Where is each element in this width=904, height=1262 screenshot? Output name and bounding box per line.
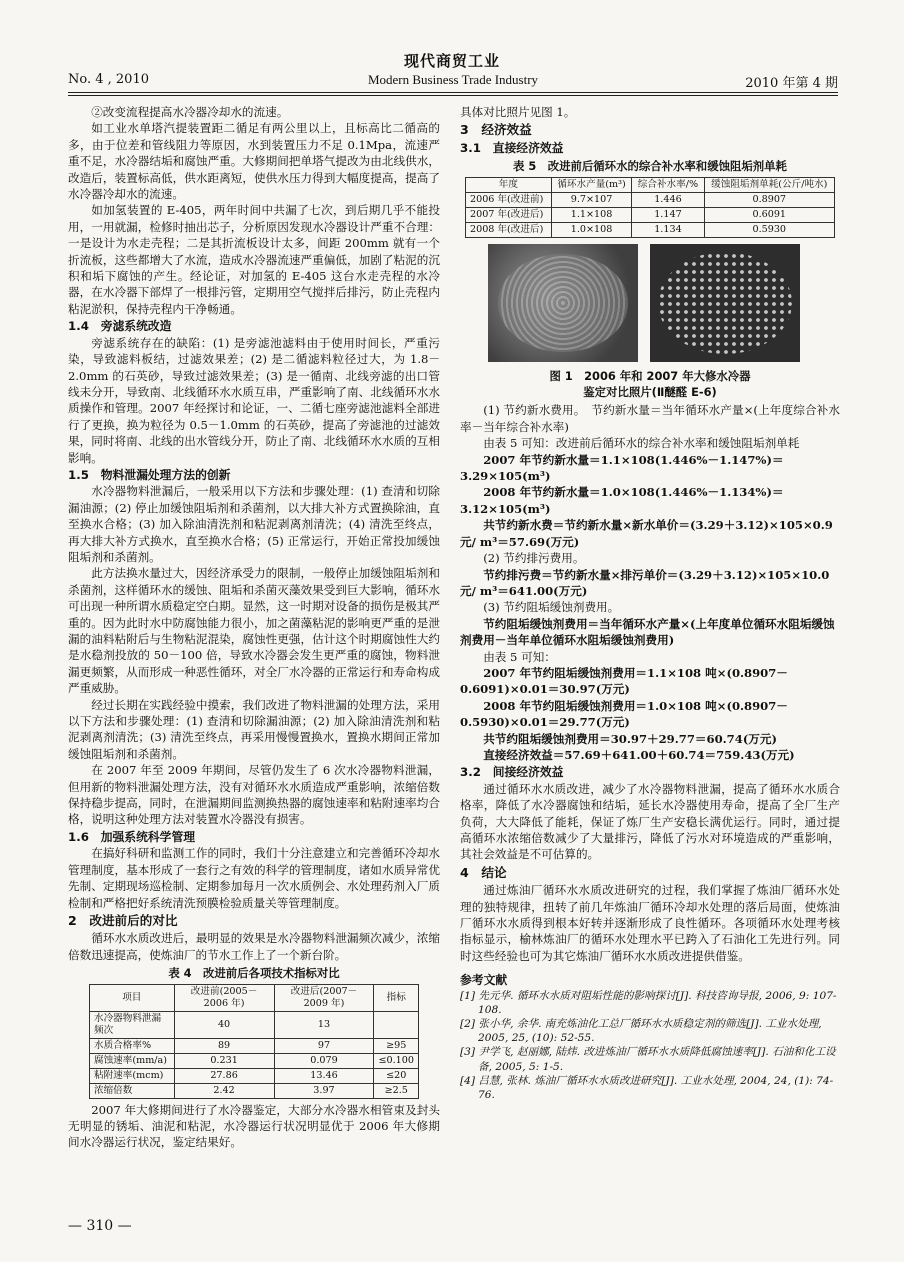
table-header-cell: 综合补水率/% xyxy=(632,177,704,192)
left-column xyxy=(68,104,440,1151)
table-header-cell: 改进后(2007－2009 年) xyxy=(274,984,374,1011)
table-cell: 0.6091 xyxy=(704,207,834,222)
section-heading-1-4: 1.4 旁滤系统改造 xyxy=(68,319,172,334)
table-row xyxy=(90,1011,419,1038)
table-header-cell: 改进前(2005－2006 年) xyxy=(174,984,274,1011)
table-cell: 1.147 xyxy=(632,207,704,222)
equation: 共节约新水费＝节约新水量×新水单价＝(3.29＋3.12)×105×0.9 元/ m³＝57.69(万元) xyxy=(460,518,833,549)
paragraph: 在 2007 年至 2009 年期间，尽管仍发生了 6 次水冷器物料泄漏，但用新的物料泄漏处理方法，没有对循环水水质造成严重影响，浓缩倍数保持稳步提高，同时，在泄漏期间监测换热器的腐蚀速率和粘附速率均合格，说明这种处理方法对装置水冷器没有损害。 xyxy=(68,763,440,827)
running-header xyxy=(68,72,838,90)
issue-number-cn: 2010 年第 4 期 xyxy=(745,76,838,91)
table-cell: 27.86 xyxy=(174,1068,274,1083)
reference-item: [3] 尹学飞, 赵丽娜, 陆炜. 改进炼油厂循环水水质降低腐蚀速率[J]. 石油和化工设备, 2005, 5: 1-5. xyxy=(460,1046,836,1073)
table-cell: 40 xyxy=(174,1011,274,1038)
table-cell: 浓缩倍数 xyxy=(90,1083,175,1098)
table-cell: 1.134 xyxy=(632,222,704,237)
paragraph: 具体对比照片见图 1。 xyxy=(460,105,576,119)
section-heading-3-2: 3.2 间接经济效益 xyxy=(460,765,564,780)
references-title: 参考文献 xyxy=(460,973,508,988)
issue-number: No. 4 , 2010 xyxy=(68,72,149,87)
figure-1-photos xyxy=(460,244,840,364)
paragraph: 由表 5 可知： xyxy=(483,649,556,664)
section-heading-3-1: 3.1 直接经济效益 xyxy=(460,140,564,155)
table-cell: 2006 年(改进前) xyxy=(466,192,552,207)
equation: 2007 年节约新水量＝1.1×108(1.446%－1.147%)＝3.29×105(m³) xyxy=(460,452,784,484)
equation: 2007 年节约阻垢缓蚀剂费用＝1.1×108 吨×(0.8907－0.6091)×0.01＝30.97(万元) xyxy=(460,665,788,697)
section-heading-1-6: 1.6 加强系统科学管理 xyxy=(68,829,196,844)
table-cell: 97 xyxy=(274,1038,374,1053)
paragraph: 由表 5 可知：改进前后循环水的综合补水率和缓蚀阻垢剂单耗 xyxy=(483,436,800,451)
table-row xyxy=(90,1053,419,1068)
reference-item: [4] 吕慧, 张林. 炼油厂循环水水质改进研究[J]. 工业水处理, 2004, 24, (1): 74-76. xyxy=(460,1074,834,1102)
section-heading-4: 4 结论 xyxy=(460,864,507,880)
table-5-caption: 表 5 改进前后循环水的综合补水率和缓蚀阻垢剂单耗 xyxy=(513,159,787,174)
paragraph: ②改变流程提高水冷器冷却水的流速。 xyxy=(91,105,289,119)
equation: 2008 年节约新水量＝1.0×108(1.446%－1.134%)＝3.12×105(m³) xyxy=(460,485,784,516)
table-header-row xyxy=(90,984,419,1011)
paragraph: 旁滤系统存在的缺陷：(1) 是旁滤池滤料由于使用时间长，严重污染，导致滤料板结，过滤效果差；(2) 是二循滤料粒径过大，为 1.8－2.0mm 的石英砂，导致过滤效果差；(3) 是一循南、北线旁滤的出口管线未分开，导致南、北线循环水水质互串，严重影响了南、北线循环水水质操作和管理。2007 年经探讨和论证，一、二循七座旁滤池滤料全部进行了更换，换为粒径为 0.5－1.0mm 的石英砂，提高了旁滤池的过滤效果，同时将南、北线的出水管线分开，防止了南、北线循环水水质的互相影响。 xyxy=(68,335,440,465)
paragraph: 2007 年大修期间进行了水冷器鉴定，大部分水冷器水相管束及封头无明显的锈垢、油泥和粘泥，水冷器运行状况明显优于 2006 年大修期间水冷器运行状况，鉴定结果好。 xyxy=(68,1102,440,1150)
table-cell: 2008 年(改进后) xyxy=(466,222,552,237)
equation: 节约排污费＝节约新水量×排污单价＝(3.29＋3.12)×105×10.0 元/ m³＝641.00(万元) xyxy=(460,567,830,598)
paragraph: 在搞好科研和监测工作的同时，我们十分注意建立和完善循环冷却水管理制度，基本形成了一套行之有效的科学的管理制度，诸如水质异常优先制、定期现场巡检制、定期参加每月一次水质例会、水处理药剂入厂质检制和严格把好系统清洗预膜检验质量关等管理制度。 xyxy=(68,846,440,910)
table-cell: 1.1×108 xyxy=(551,207,632,222)
paragraph: 如加氢装置的 E-405，两年时间中共漏了七次，到后期几乎不能投用，一用就漏，检修时抽出芯子，分析原因发现水冷器设计严重不合理：一是设计为水走壳程；二是其折流板设计太多，间距 200mm 就有一个折流板，这些都增大了水流，造成水冷器流速严重偏低，加剧了粘泥的沉积和垢下腐蚀的产生。经论证，对加氢的 E-405 这台水走壳程的水冷器，在水冷器下部焊了一根排污管，定期用空气搅拌后排污，防止壳程内粘泥淤积，保持壳程内干净畅通。 xyxy=(68,203,440,316)
table-cell: 腐蚀速率(mm/a) xyxy=(90,1053,175,1068)
table-row xyxy=(466,222,835,237)
table-cell: 89 xyxy=(174,1038,274,1053)
table-cell: ≤0.100 xyxy=(374,1053,419,1068)
table-cell: ≥95 xyxy=(374,1038,419,1053)
journal-name-en: Modern Business Trade Industry xyxy=(367,72,539,87)
table-row xyxy=(90,1068,419,1083)
paragraph: 此方法换水量过大，因经济承受力的限制，一般停止加缓蚀阻垢剂和杀菌剂，这样循环水的缓蚀、阻垢和杀菌灭藻效果受到巨大影响，循环水可出现一种所谓水质稳定空白期。显然，这一时期对设备的损伤是极其严重的。因为此时水中防腐蚀能力很小，加之菌藻粘泥的影响更严重的是泄漏的油料粘附后与生物粘泥混染，腐蚀性更强，估计这个时期腐蚀性大约是水稳剂投放的 50－100 倍，导致水冷器会发生更严重的腐蚀，物料泄漏更频繁，从而形成一种恶性循环，对全厂水冷器的正常运行和寿命构成严重威胁。 xyxy=(68,566,440,696)
table-header-cell: 项目 xyxy=(90,984,175,1011)
paragraph: (2) 节约排污费用。 xyxy=(483,551,585,566)
table-cell: 0.079 xyxy=(274,1053,374,1068)
paragraph: 水冷器物料泄漏后，一般采用以下方法和步骤处理：(1) 查清和切除漏油源；(2) 停止加缓蚀阻垢剂和杀菌剂，以大排大补方式置换除油，直至换水合格；(3) 加入除油清洗剂和粘泥剥离剂清洗；(4) 清洗至终点，再大排大补方式换水，直至换水合格；(5) 正常运行，开始正常投加缓蚀阻垢剂和杀菌剂。 xyxy=(68,484,440,564)
paragraph: 通过炼油厂循环水水质改进研究的过程，我们掌握了炼油厂循环水处理的独特规律，扭转了前几年炼油厂循环冷却水处理的落后局面，使炼油厂循环水水质得到根本好转并逐渐形成了良性循环。各项循环水处理考核指标显示，榆林炼油厂的循环水处理水平已跨入了石油化工先进行列。同时这些经验也可为其它炼油厂循环水水质改进提供借鉴。 xyxy=(460,883,840,963)
table-cell: 2.42 xyxy=(174,1083,274,1098)
right-column xyxy=(460,104,840,1102)
paragraph: 如工业水单塔汽提装置距二循足有两公里以上，且标高比二循高的多，由于位差和管线阻力等原因，水到装置压力不足 0.1Mpa，流速严重不足，水冷器结垢和腐蚀严重。大修期间把单塔气提改为由北线供水，改造后，装置标高低，供水距离短，使供水压力得到大幅度提高，提高了水冷器冷却水的流速。 xyxy=(68,121,440,202)
table-cell: 2007 年(改进后) xyxy=(466,207,552,222)
table-header-cell: 年度 xyxy=(466,177,552,192)
table-cell: 粘附速率(mcm) xyxy=(90,1068,175,1083)
table-cell xyxy=(374,1011,419,1038)
equation: 共节约阻垢缓蚀剂费用＝30.97＋29.77＝60.74(万元) xyxy=(483,731,777,746)
section-heading-2: 2 改进前后的对比 xyxy=(68,912,178,928)
equation: 节约阻垢缓蚀剂费用＝当年循环水产量×(上年度单位循环水阻垢缓蚀剂费用－当年单位循环水阻垢缓蚀剂费用) xyxy=(460,616,835,648)
section-heading-3: 3 经济效益 xyxy=(460,122,532,138)
figure-1-caption: 图 1 2006 年和 2007 年大修水冷器 xyxy=(549,368,751,383)
reference-item: [1] 先元华. 循环水水质对阻垢性能的影响探讨[J]. 科技咨询导报, 2006, 9: 107-108. xyxy=(460,989,837,1016)
paragraph: 循环水水质改进后，最明显的效果是水冷器物料泄漏频次减少，浓缩倍数迅速提高，使炼油厂的节水工作上了一个新台阶。 xyxy=(68,931,440,962)
table-cell: 0.8907 xyxy=(704,192,834,207)
table-4 xyxy=(89,984,419,1099)
equation: 直接经济效益＝57.69＋641.00＋60.74＝759.43(万元) xyxy=(483,747,795,762)
table-cell: 1.0×108 xyxy=(551,222,632,237)
reference-item: [2] 张小华, 余华. 南充炼油化工总厂循环水水质稳定剂的筛选[J]. 工业水处理, 2005, 25, (10): 52-55. xyxy=(460,1018,822,1045)
table-header-cell: 缓蚀阻垢剂单耗(公斤/吨水) xyxy=(704,177,834,192)
table-cell: 水冷器物料泄漏频次 xyxy=(90,1011,175,1038)
table-cell: 0.231 xyxy=(174,1053,274,1068)
paragraph: 经过长期在实践经验中摸索，我们改进了物料泄漏的处理方法，采用以下方法和步骤处理：(1) 查清和切除漏油源；(2) 加入除油清洗剂和粘泥剥离剂清洗；(3) 清洗至终点，再采用慢慢置换水，置换水期间正常加缓蚀阻垢剂和杀菌剂。 xyxy=(68,697,440,761)
table-5 xyxy=(465,177,835,238)
paragraph: (3) 节约阻垢缓蚀剂费用。 xyxy=(483,600,620,615)
table-cell: 1.446 xyxy=(632,192,704,207)
table-cell: ≤20 xyxy=(374,1068,419,1083)
table-row xyxy=(90,1038,419,1053)
page-number: — 310 — xyxy=(68,1218,132,1234)
table-header-cell: 循环水产量(m³) xyxy=(551,177,632,192)
table-cell: 水质合格率% xyxy=(90,1038,175,1053)
table-cell: 3.97 xyxy=(274,1083,374,1098)
photo-2006-heat-exchanger xyxy=(488,244,638,362)
equation: 2008 年节约阻垢缓蚀剂费用＝1.0×108 吨×(0.8907－0.5930)×0.01＝29.77(万元) xyxy=(460,698,788,730)
table-row xyxy=(466,207,835,222)
table-cell: 13.46 xyxy=(274,1068,374,1083)
figure-1-caption-line2: 鉴定对比照片(Ⅱ醚醛 E-6) xyxy=(583,385,717,400)
header-rule xyxy=(68,92,838,96)
table-cell: 0.5930 xyxy=(704,222,834,237)
section-heading-1-5: 1.5 物料泄漏处理方法的创新 xyxy=(68,467,231,482)
paragraph: 通过循环水水质改进，减少了水冷器物料泄漏，提高了循环水水质合格率，降低了水冷器腐蚀和结垢，延长水冷器使用寿命，提高了全厂生产负荷，大大降低了能耗，保证了炼厂生产安稳长满优运行。同时，通过提高循环水浓缩倍数减少了大量排污，降低了污水对环境造成的严重影响，其社会效益是不可估算的。 xyxy=(460,781,840,862)
references-list xyxy=(460,989,840,1103)
paragraph: (1) 节约新水费用。 节约新水量＝当年循环水产量×(上年度综合补水率－当年综合补水率) xyxy=(460,403,840,434)
table-header-row xyxy=(466,177,835,192)
table-header-cell: 指标 xyxy=(374,984,419,1011)
photo-2007-heat-exchanger xyxy=(650,244,800,362)
table-cell: 13 xyxy=(274,1011,374,1038)
table-row xyxy=(90,1083,419,1098)
table-cell: ≥2.5 xyxy=(374,1083,419,1098)
table-4-caption: 表 4 改进前后各项技术指标对比 xyxy=(168,966,340,981)
journal-title: 现代商贸工业 xyxy=(403,52,500,70)
table-cell: 9.7×107 xyxy=(551,192,632,207)
table-row xyxy=(466,192,835,207)
